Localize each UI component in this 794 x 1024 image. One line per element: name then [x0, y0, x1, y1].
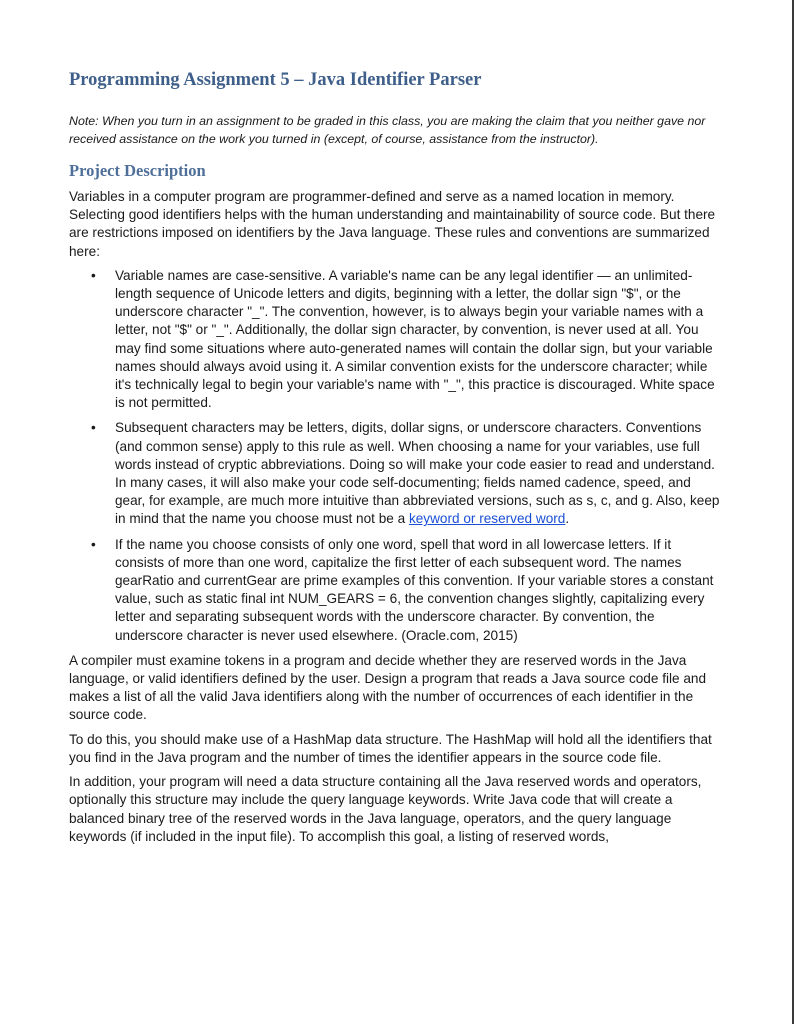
- intro-paragraph: Variables in a computer program are programmer-defined and serve as a named location in memory. Selecting good identifiers helps with the human understanding and maintainability of source code. But there are restrictions imposed on identifiers by the Java language. These rules and conventions are summarized here:: [69, 189, 716, 259]
- bullet-icon: •: [91, 420, 96, 436]
- bullet-icon: •: [91, 267, 96, 283]
- keyword-reserved-word-link[interactable]: keyword or reserved word: [408, 511, 566, 527]
- rules-list-item: [69, 536, 721, 645]
- rules-list: [69, 267, 721, 645]
- body-paragraph: A compiler must examine tokens in a program and decide whether they are reserved words in the Java language, or valid identifiers defined by the user. Design a program that reads a Java source code file and makes a list of all the valid Java identifiers along with the number of occurrences of each identifier in the source code.: [69, 652, 707, 723]
- rules-list-item-text: If the name you choose consists of only one word, spell that word in all lowercase letters. If it consists of more than one word, capitalize the first letter of each subsequent word. The names gearRatio and currentGear are prime examples of this convention. If your variable stores a constant value, such as static final int NUM_GEARS = 6, the convention changes slightly, capitalizing every letter and separating subsequent words with the underscore character. By convention, the underscore character is never used elsewhere. (Oracle.com, 2015): [115, 536, 714, 643]
- body-paragraph: In addition, your program will need a data structure containing all the Java reserved words and operators, optionally this structure may include the query language keywords. Write Java code that will create a balanced binary tree of the reserved words in the Java language, operators, and the query language keywords (if included in the input file). To accomplish this goal, a listing of reserved words,: [69, 774, 702, 844]
- rules-list-item: [69, 267, 721, 413]
- rules-list-item-text: Variable names are case-sensitive. A variable's name can be any legal identifier — an unlimited-length sequence of Unicode letters and digits, beginning with a letter, the dollar sign "$", or the underscore character "_". The convention, however, is to always begin your variable names with a letter, not "$" or "_". Additionally, the dollar sign character, by convention, is never used at all. You may find some situations where auto-generated names will contain the dollar sign, but your variable names should always avoid using it. A similar convention exists for the underscore character; while it's technically legal to begin your variable's name with "_", this practice is discouraged. White space is not permitted.: [115, 267, 715, 411]
- document-title: Programming Assignment 5 – Java Identifier Parser: [69, 70, 482, 90]
- rules-list-item-text-end: .: [565, 511, 570, 527]
- bullet-icon: •: [91, 536, 96, 552]
- rules-list-item-text: Subsequent characters may be letters, digits, dollar signs, or underscore characters. Conventions (and common sense) apply to this rule as well. When choosing a name for your variables, use full words instead of cryptic abbreviations. Doing so will make your code easier to read and understand. In many cases, it will also make your code self-documenting; fields named cadence, speed, and gear, for example, are much more intuitive than abbreviated versions, such as s, c, and g. Also, keep in mind that the name you choose must not be a: [115, 420, 720, 527]
- body-paragraph: To do this, you should make use of a HashMap data structure. The HashMap will hold all the identifiers that you find in the Java program and the number of times the identifier appears in the source code file.: [69, 731, 712, 765]
- rules-list-item: [69, 419, 721, 528]
- document-content: [69, 68, 721, 852]
- integrity-note: Note: When you turn in an assignment to be graded in this class, you are making the claim that you neither gave nor received assistance on the work you turned in (except, of course, assistance from the instructor).: [69, 114, 706, 146]
- section-heading-project-description: Project Description: [69, 161, 206, 180]
